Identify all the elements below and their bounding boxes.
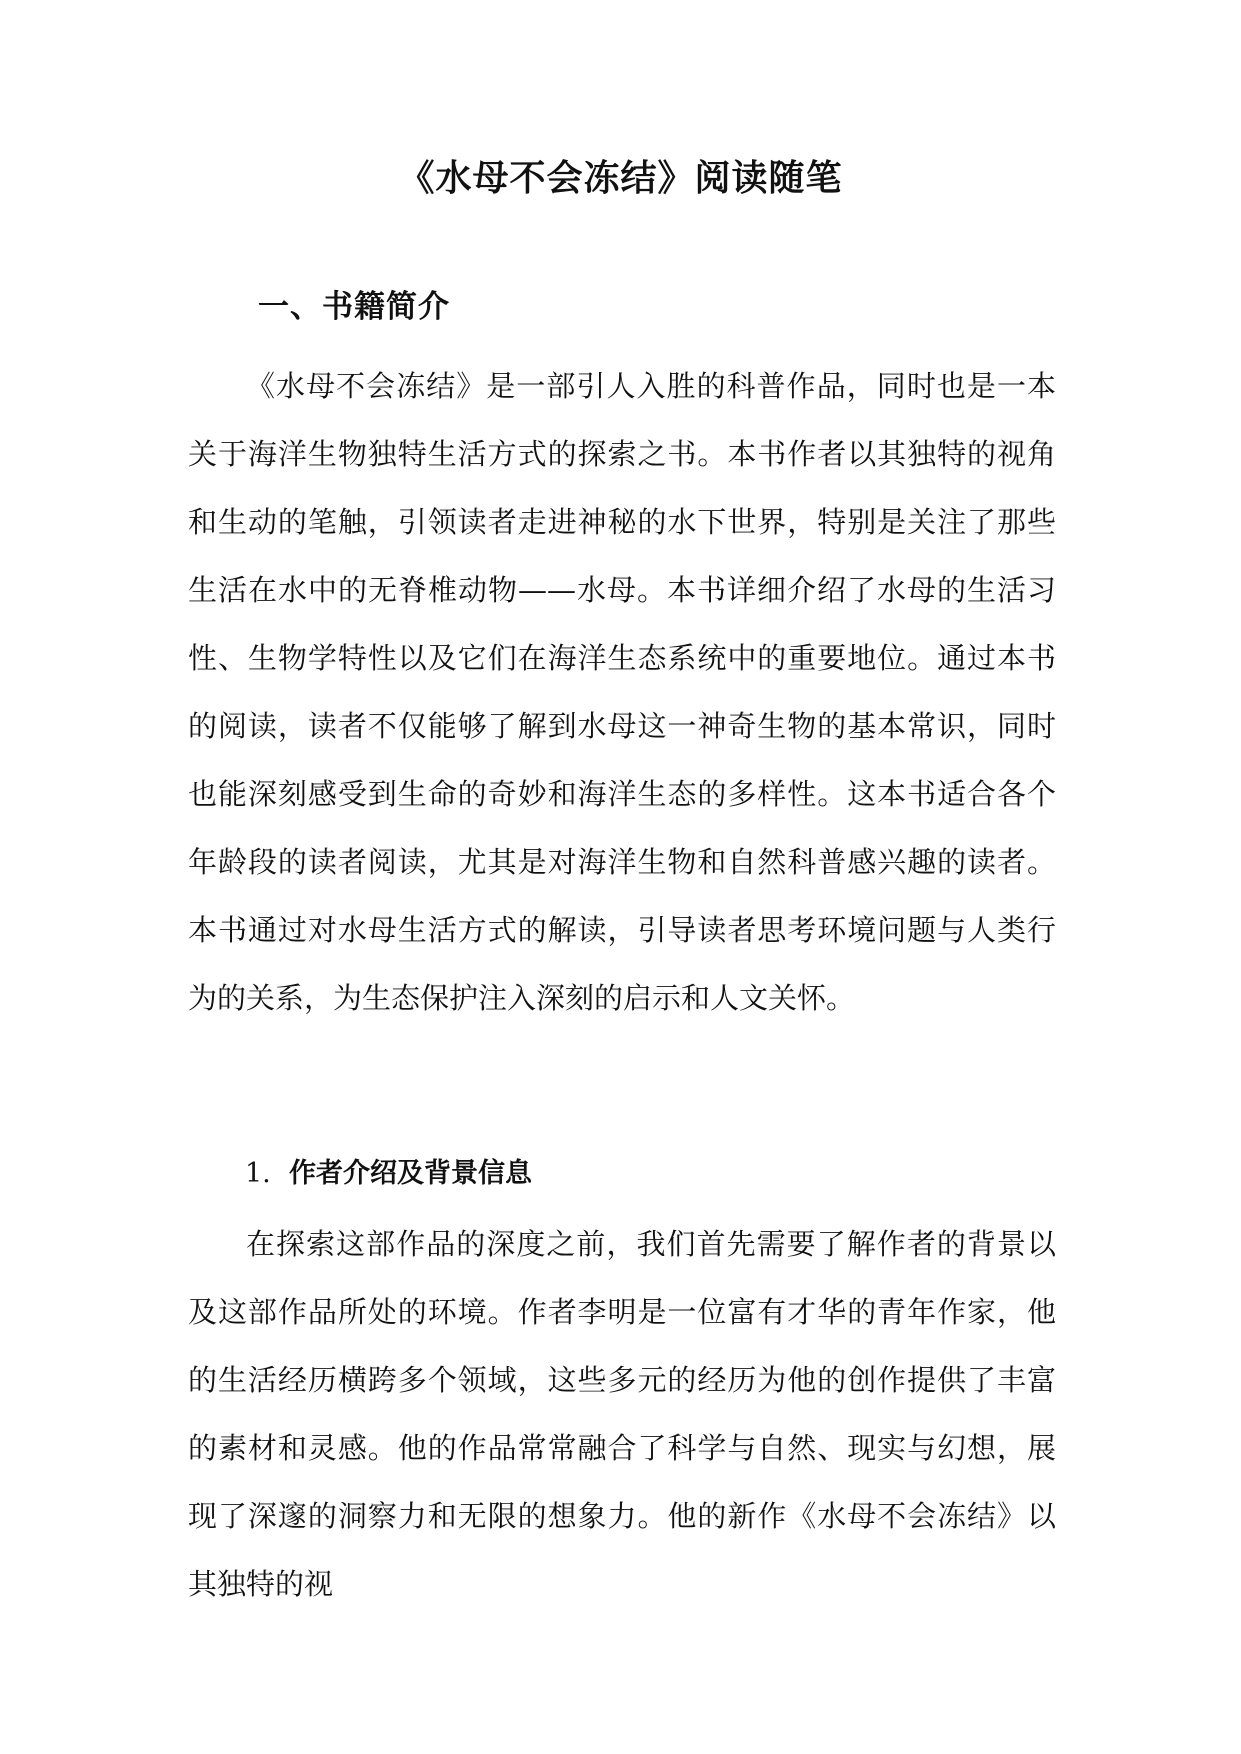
book-intro-paragraph: 《水母不会冻结》是一部引人入胜的科普作品，同时也是一本关于海洋生物独特生活方式的探索之书。本书作者以其独特的视角和生动的笔触，引领读者走进神秘的水下世界，特别是关注了那些生活在水中的无脊椎动物——水母。本书详细介绍了水母的生活习性、生物学特性以及它们在海洋生态系统中的重要地位。通过本书的阅读，读者不仅能够了解到水母这一神奇生物的基本常识，同时也能深刻感受到生命的奇妙和海洋生态的多样性。这本书适合各个年龄段的读者阅读，尤其是对海洋生物和自然科普感兴趣的读者。本书通过对水母生活方式的解读，引导读者思考环境问题与人类行为的关系，为生态保护注入深刻的启示和人文关怀。 xyxy=(188,369,1056,1015)
section-heading-book-intro: 一、书籍简介 xyxy=(258,289,450,325)
subsection-heading-text: 作者介绍及背景信息 xyxy=(289,1158,532,1189)
author-background-paragraph: 在探索这部作品的深度之前，我们首先需要了解作者的背景以及这部作品所处的环境。作者李明是一位富有才华的青年作家，他的生活经历横跨多个领域，这些多元的经历为他的创作提供了丰富的素材和灵感。他的作品常常融合了科学与自然、现实与幻想，展现了深邃的洞察力和无限的想象力。他的新作《水母不会冻结》以其独特的视 xyxy=(188,1227,1056,1601)
subsection-number: 1. xyxy=(245,1158,271,1189)
subsection-heading-author xyxy=(245,1152,532,1196)
document-title: 《水母不会冻结》阅读随笔 xyxy=(398,157,843,199)
